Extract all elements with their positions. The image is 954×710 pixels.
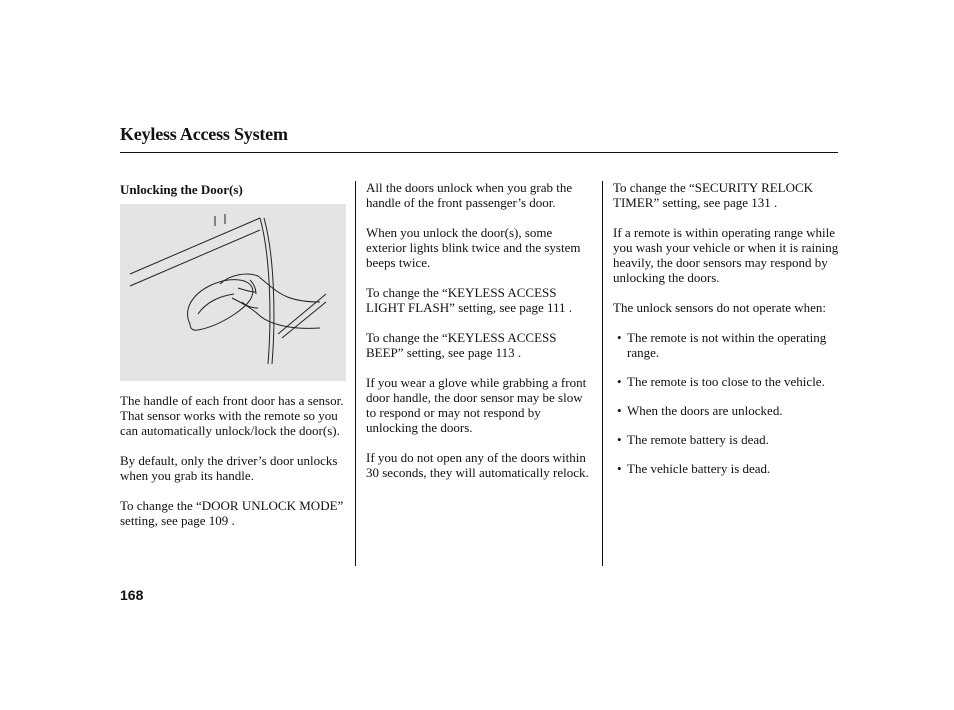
column-1: [120, 180, 346, 543]
paragraph: To change the “KEYLESS ACCESS LIGHT FLASH” setting, see page 111 .: [366, 285, 573, 315]
condition-list: [613, 330, 841, 476]
column-divider-1: [355, 181, 356, 566]
list-item: • When the doors are unlocked.: [614, 403, 841, 418]
section-heading: Unlocking the Door(s): [120, 182, 243, 197]
hand-grabbing-handle-icon: [120, 204, 346, 381]
paragraph: By default, only the driver’s door unlocks when you grab its handle.: [120, 453, 338, 483]
page-number: 168: [120, 587, 144, 603]
paragraph: All the doors unlock when you grab the handle of the front passenger’s door.: [366, 180, 573, 210]
paragraph: The handle of each front door has a sensor. That sensor works with the remote so you can automatically unlock/lock the door(s).: [120, 393, 344, 438]
paragraph: If you do not open any of the doors within 30 seconds, they will automatically relock.: [366, 450, 589, 480]
title-rule: [120, 152, 838, 153]
column-2: [366, 180, 594, 495]
paragraph: If you wear a glove while grabbing a front door handle, the door sensor may be slow to respond or may not respond by unlocking the doors.: [366, 375, 587, 435]
page-title: Keyless Access System: [120, 124, 288, 144]
paragraph: To change the “DOOR UNLOCK MODE” setting, see page 109 .: [120, 498, 344, 528]
list-item: • The remote is not within the operating range.: [614, 330, 841, 360]
paragraph: To change the “SECURITY RELOCK TIMER” setting, see page 131 .: [613, 180, 814, 210]
paragraph: The unlock sensors do not operate when:: [613, 300, 827, 315]
list-item: • The remote battery is dead.: [614, 432, 841, 447]
column-3: [613, 180, 841, 490]
column-divider-2: [602, 181, 603, 566]
list-item: • The vehicle battery is dead.: [614, 461, 841, 476]
list-item: • The remote is too close to the vehicle.: [614, 374, 841, 389]
paragraph: If a remote is within operating range while you wash your vehicle or when it is raining heavily, the door sensors may respond by unlocking the doors.: [613, 225, 839, 285]
paragraph: When you unlock the door(s), some exterior lights blink twice and the system beeps twice.: [366, 225, 581, 270]
door-handle-illustration: [120, 204, 346, 381]
paragraph: To change the “KEYLESS ACCESS BEEP” setting, see page 113 .: [366, 330, 557, 360]
